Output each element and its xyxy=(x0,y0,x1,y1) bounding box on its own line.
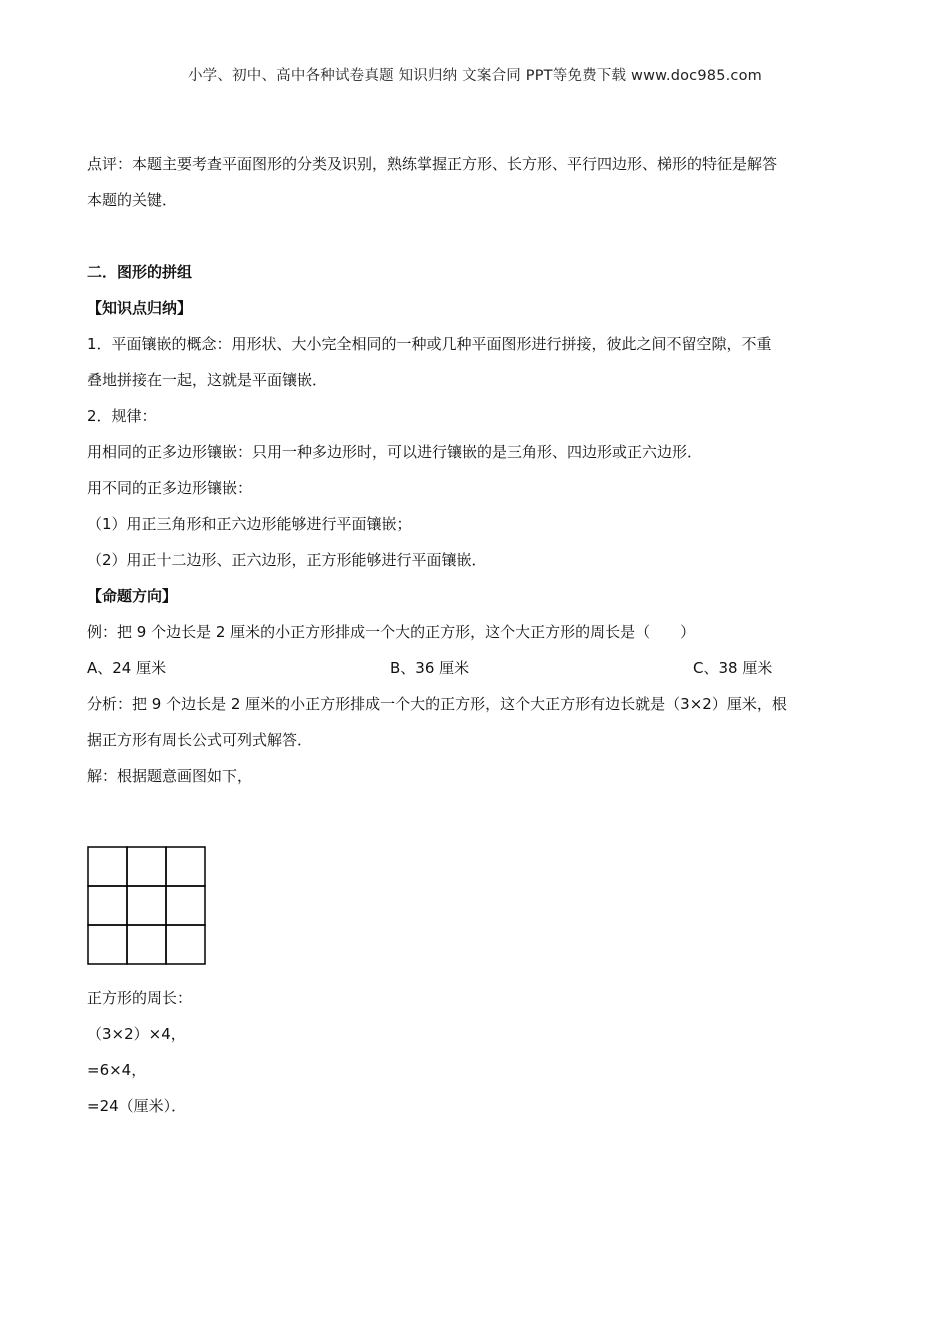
calc-line-3: =6×4， xyxy=(87,1061,147,1079)
option-b: B、36 厘米 xyxy=(390,659,470,677)
grid-cell xyxy=(166,925,205,964)
point2: 2．规律： xyxy=(87,407,157,425)
grid-cell xyxy=(166,886,205,925)
solution-intro: 解：根据题意画图如下， xyxy=(87,767,253,785)
point1-line-1: 1．平面镶嵌的概念：用形状、大小完全相同的一种或几种平面图形进行拼接，彼此之间不留空隙，不重 xyxy=(87,335,772,353)
example-question: 例：把 9 个边长是 2 厘米的小正方形排成一个大的正方形，这个大正方形的周长是（ ） xyxy=(87,623,696,641)
calc-line-1: 正方形的周长： xyxy=(87,989,193,1007)
page-header: 小学、初中、高中各种试卷真题 知识归纳 文案合同 PPT等免费下载 www.doc985.com xyxy=(187,68,763,84)
analysis-line-2: 据正方形有周长公式可列式解答． xyxy=(87,731,313,749)
square-grid-figure xyxy=(87,846,206,965)
grid-cell xyxy=(127,847,166,886)
comment-line-1: 点评：本题主要考查平面图形的分类及识别，熟练掌握正方形、长方形、平行四边形、梯形的特征是解答 xyxy=(87,155,778,173)
grid-cell xyxy=(88,886,127,925)
rule-same: 用相同的正多边形镶嵌：只用一种多边形时，可以进行镶嵌的是三角形、四边形或正六边形． xyxy=(87,443,703,461)
direction-title: 【命题方向】 xyxy=(87,587,178,605)
rule-diff-1: （1）用正三角形和正六边形能够进行平面镶嵌； xyxy=(87,515,412,533)
calc-line-4: =24（厘米）． xyxy=(87,1097,187,1115)
grid-cell xyxy=(88,847,127,886)
grid-cell xyxy=(166,847,205,886)
spacer xyxy=(87,218,867,254)
point1-line-2: 叠地拼接在一起，这就是平面镶嵌． xyxy=(87,371,328,389)
section-title: 二．图形的拼组 xyxy=(87,263,193,281)
grid-cell xyxy=(127,925,166,964)
option-a: A、24 厘米 xyxy=(87,659,167,677)
answer-options xyxy=(87,650,867,686)
knowledge-title: 【知识点归纳】 xyxy=(87,299,193,317)
grid-svg xyxy=(87,846,206,965)
analysis-line-1: 分析：把 9 个边长是 2 厘米的小正方形排成一个大的正方形，这个大正方形有边长就是（3×2）厘米，根 xyxy=(87,695,787,713)
main-content xyxy=(87,146,867,794)
calculation xyxy=(87,980,192,1124)
grid-cell xyxy=(88,925,127,964)
calc-line-2: （3×2）×4， xyxy=(87,1025,186,1043)
grid-cell xyxy=(127,886,166,925)
rule-diff: 用不同的正多边形镶嵌： xyxy=(87,479,253,497)
comment-line-2: 本题的关键． xyxy=(87,191,178,209)
option-c: C、38 厘米 xyxy=(693,659,773,677)
rule-diff-2: （2）用正十二边形、正六边形，正方形能够进行平面镶嵌． xyxy=(87,551,487,569)
